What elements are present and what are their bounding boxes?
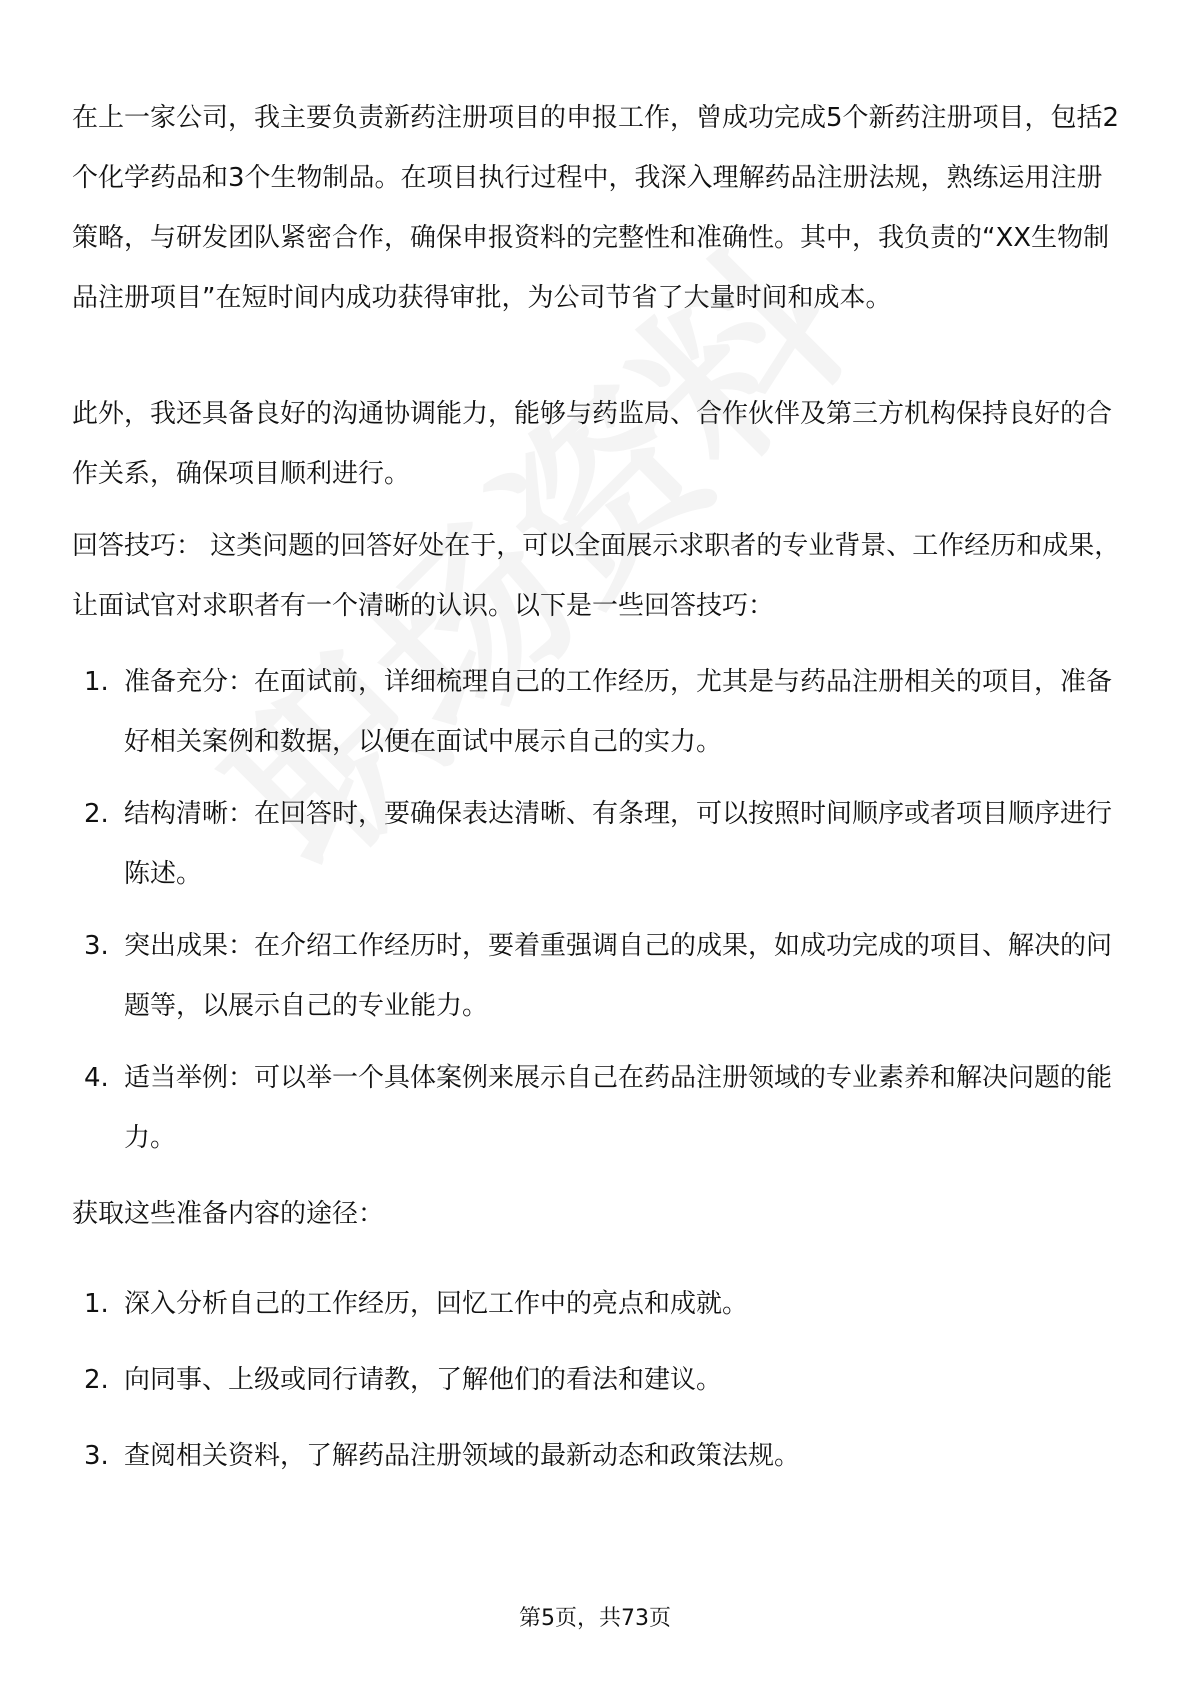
- list-number: 2.: [84, 1365, 109, 1395]
- tip-item-2: [72, 784, 1122, 904]
- list-number: 3.: [84, 931, 109, 961]
- list-number: 3.: [84, 1441, 109, 1471]
- list-number: 2.: [84, 799, 109, 829]
- list-text: 突出成果：在介绍工作经历时，要着重强调自己的成果，如成功完成的项目、解决的问题等，以展示自己的专业能力。: [124, 931, 1113, 1021]
- paragraph-answer-tips: 回答技巧： 这类问题的回答好处在于，可以全面展示求职者的专业背景、工作经历和成果，让面试官对求职者有一个清晰的认识。以下是一些回答技巧：: [72, 531, 1121, 621]
- list-text: 适当举例：可以举一个具体案例来展示自己在药品注册领域的专业素养和解决问题的能力。: [124, 1063, 1113, 1153]
- tip-item-4: [72, 1048, 1122, 1168]
- paragraph-communication: 此外，我还具备良好的沟通协调能力，能够与药监局、合作伙伴及第三方机构保持良好的合作关系，确保项目顺利进行。: [72, 399, 1113, 489]
- list-text: 深入分析自己的工作经历，回忆工作中的亮点和成就。: [124, 1289, 749, 1319]
- way-item-1: [72, 1274, 1122, 1334]
- tip-item-1: [72, 652, 1122, 772]
- list-text: 向同事、上级或同行请教，了解他们的看法和建议。: [124, 1365, 723, 1395]
- page-number-footer: 第5页，共73页: [519, 1606, 671, 1631]
- list-text: 查阅相关资料，了解药品注册领域的最新动态和政策法规。: [124, 1441, 801, 1471]
- list-text: 准备充分：在面试前，详细梳理自己的工作经历，尤其是与药品注册相关的项目，准备好相关案例和数据，以便在面试中展示自己的实力。: [124, 667, 1113, 757]
- list-number: 1.: [84, 667, 109, 697]
- tip-item-3: [72, 916, 1122, 1036]
- paragraph-experience: 在上一家公司，我主要负责新药注册项目的申报工作，曾成功完成5个新药注册项目，包括2个化学药品和3个生物制品。在项目执行过程中，我深入理解药品注册法规，熟练运用注册策略，与研发团队紧密合作，确保申报资料的完整性和准确性。其中，我负责的“XX生物制品注册项目”在短时间内成功获得审批，为公司节省了大量时间和成本。: [72, 103, 1120, 313]
- way-item-3: [72, 1426, 1122, 1486]
- list-number: 1.: [84, 1289, 109, 1319]
- ways-heading: 获取这些准备内容的途径：: [72, 1199, 385, 1229]
- list-number: 4.: [84, 1063, 109, 1093]
- list-text: 结构清晰：在回答时，要确保表达清晰、有条理，可以按照时间顺序或者项目顺序进行陈述。: [124, 799, 1113, 889]
- way-item-2: [72, 1350, 1122, 1410]
